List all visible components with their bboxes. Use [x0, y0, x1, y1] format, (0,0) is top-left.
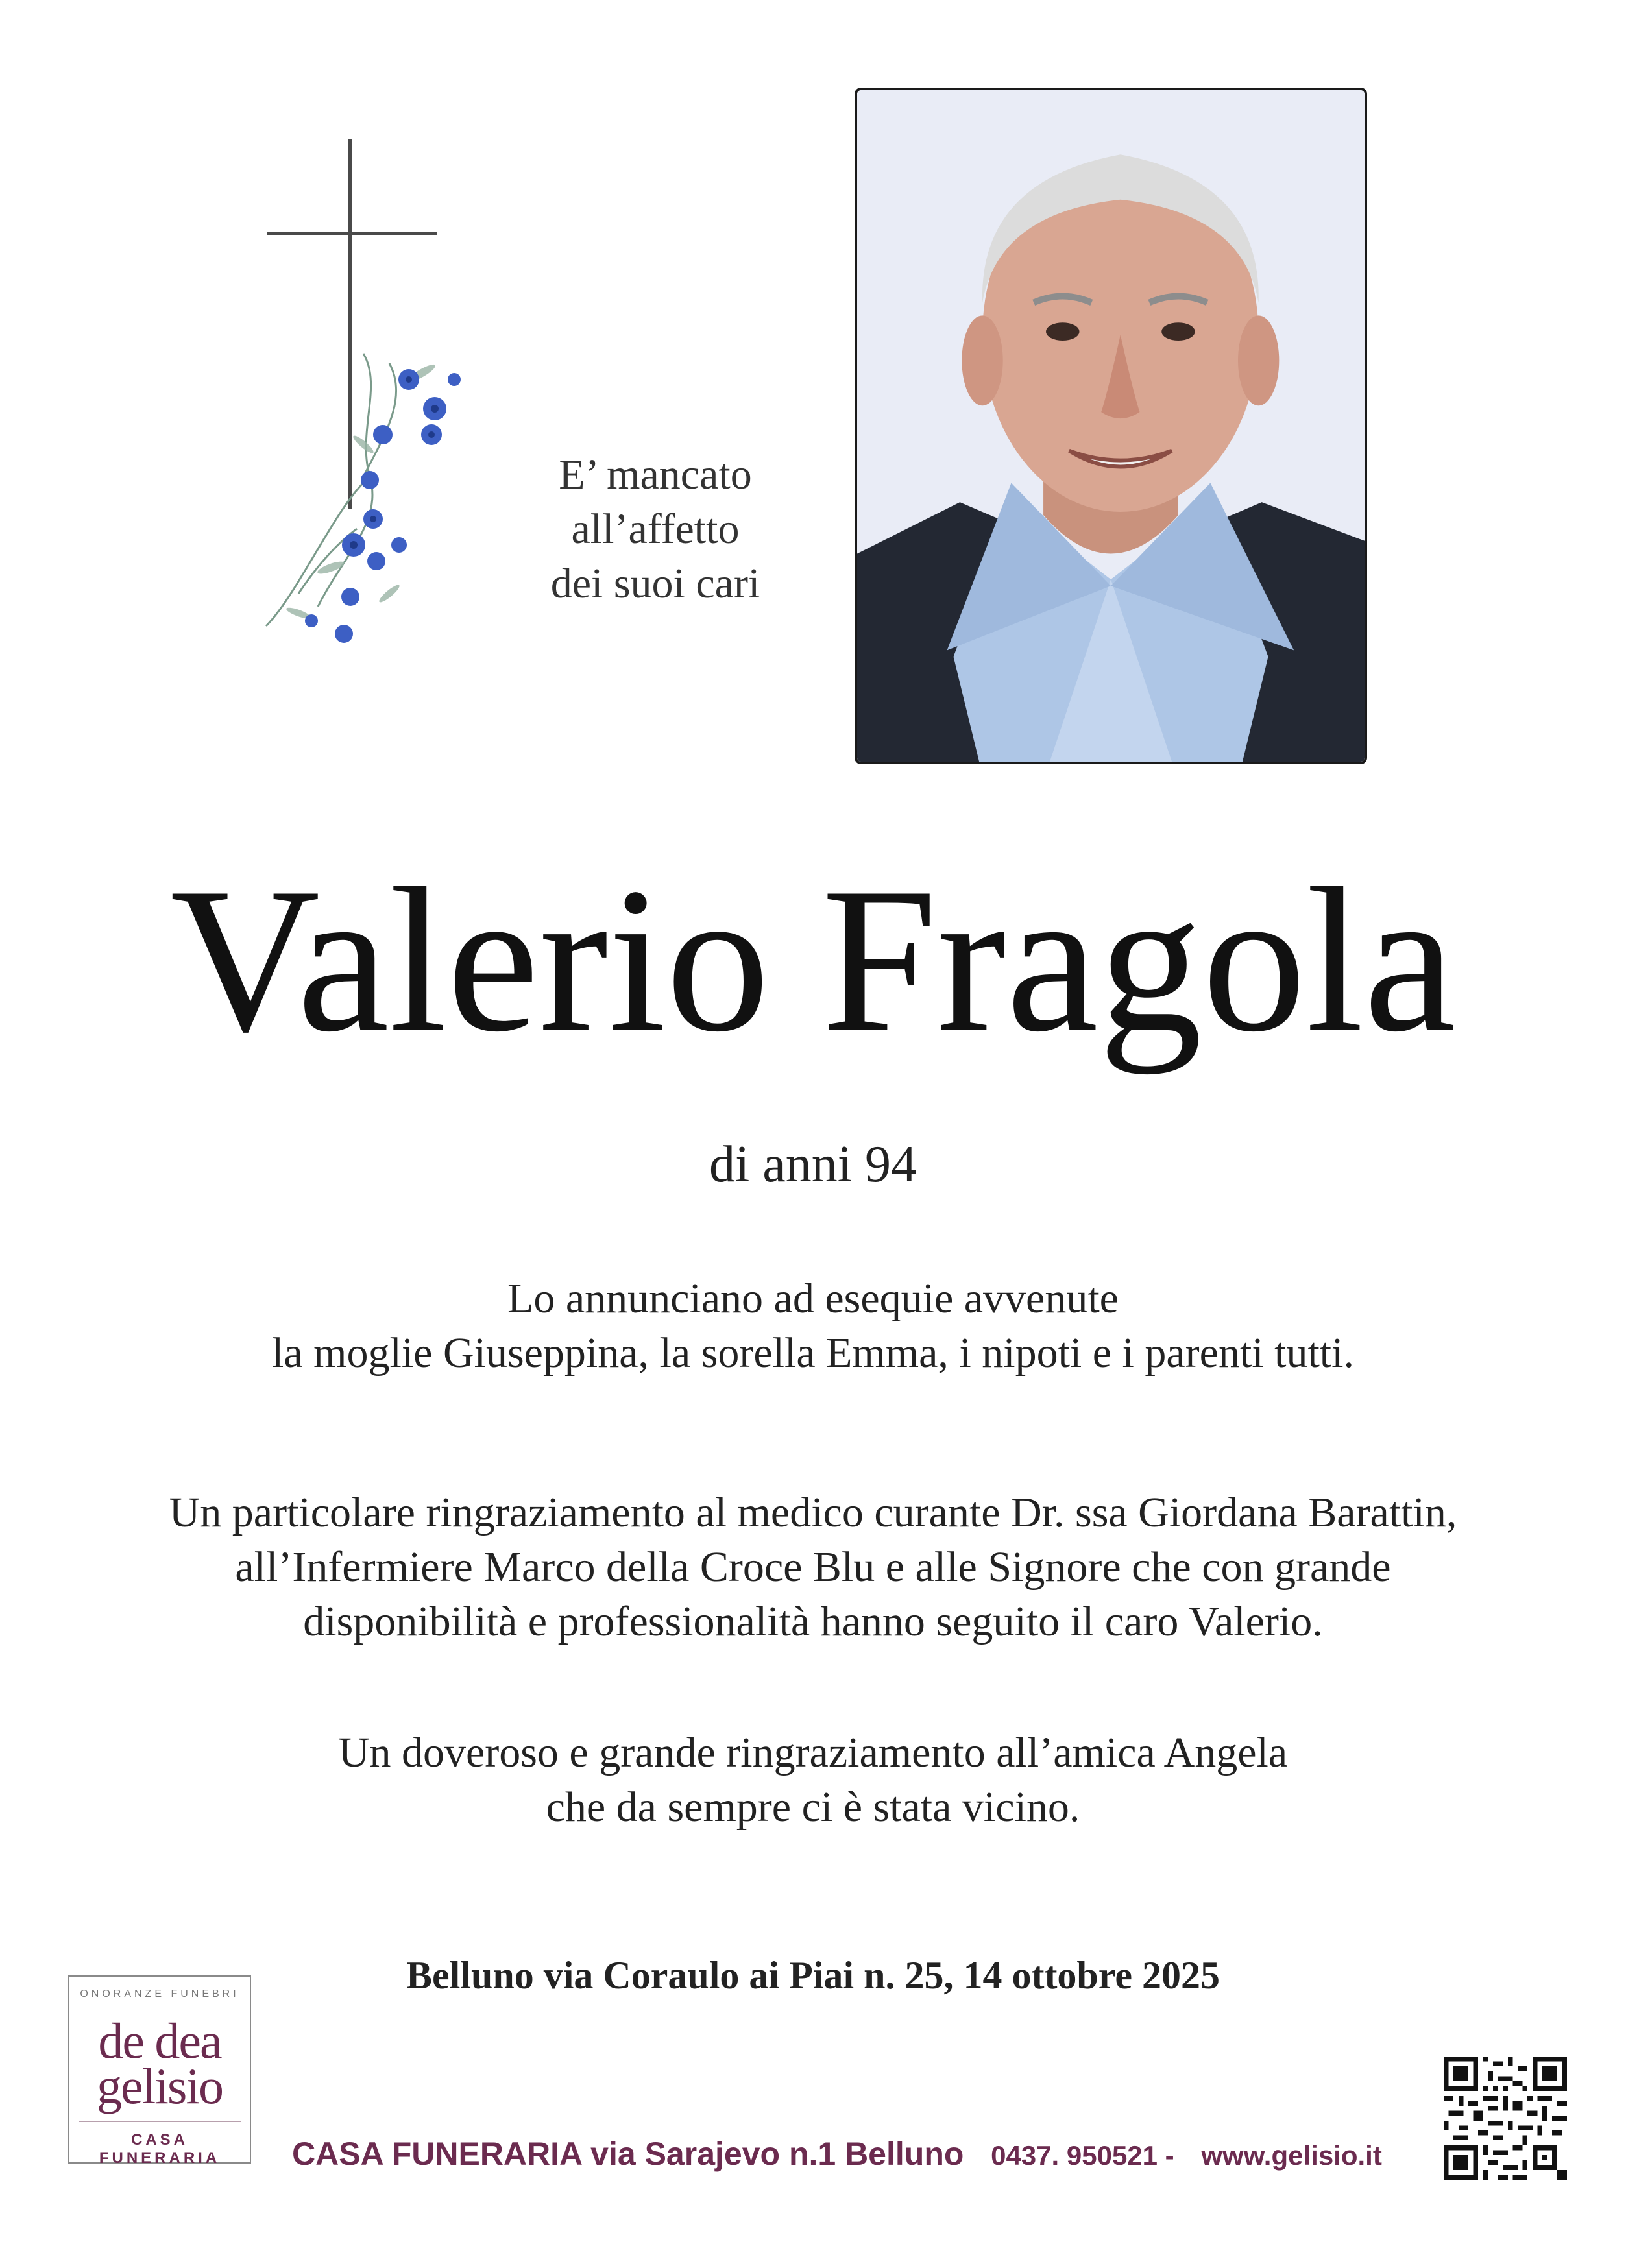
- footer-website[interactable]: www.gelisio.it: [1201, 2140, 1382, 2171]
- footer-contact: [292, 2131, 1427, 2178]
- logo-line-1: de dea: [98, 2012, 221, 2069]
- announcement-paragraph: [0, 1272, 1626, 1381]
- logo-divider: [79, 2121, 241, 2122]
- thanks-paragraph-2: [0, 1726, 1626, 1835]
- announcement-line: la moglie Giuseppina, la sorella Emma, i nipoti e i parenti tutti.: [272, 1329, 1354, 1377]
- thanks-line: Un particolare ringraziamento al medico curante Dr. ssa Giordana Barattin,: [169, 1489, 1457, 1536]
- deceased-name: Valerio Fragola: [170, 845, 1456, 1075]
- intro-line: E’ mancato: [559, 451, 752, 498]
- announcement-line: Lo annunciano ad esequie avvenute: [507, 1275, 1119, 1322]
- place-date: Belluno via Coraulo ai Piai n. 25, 14 ottobre 2025: [406, 1954, 1220, 1997]
- thanks-line: Un doveroso e grande ringraziamento all’amica Angela: [338, 1729, 1288, 1776]
- intro-line: all’affetto: [571, 505, 740, 553]
- thanks-line: disponibilità e professionalità hanno seguito il caro Valerio.: [303, 1598, 1323, 1645]
- logo-line-2: gelisio: [97, 2058, 223, 2114]
- thanks-line: che da sempre ci è stata vicino.: [546, 1783, 1080, 1831]
- funeral-home-logo: [68, 1975, 251, 2167]
- intro-text: [493, 448, 818, 611]
- logo-bottom-text: CASA FUNERARIA: [99, 2131, 221, 2167]
- footer-address: CASA FUNERARIA via Sarajevo n.1 Belluno: [292, 2136, 964, 2172]
- age-text: di anni 94: [709, 1136, 917, 1193]
- qr-code-icon: [1444, 2057, 1567, 2180]
- thanks-line: all’Infermiere Marco della Croce Blu e alle Signore che con grande: [235, 1543, 1391, 1591]
- logo-top-text: ONORANZE FUNEBRI: [80, 1988, 239, 1999]
- intro-line: dei suoi cari: [550, 560, 760, 607]
- cross-icon: [260, 139, 480, 652]
- thanks-paragraph-1: [0, 1486, 1626, 1649]
- footer-phone: 0437. 950521 -: [991, 2140, 1174, 2171]
- portrait-photo: [855, 88, 1367, 764]
